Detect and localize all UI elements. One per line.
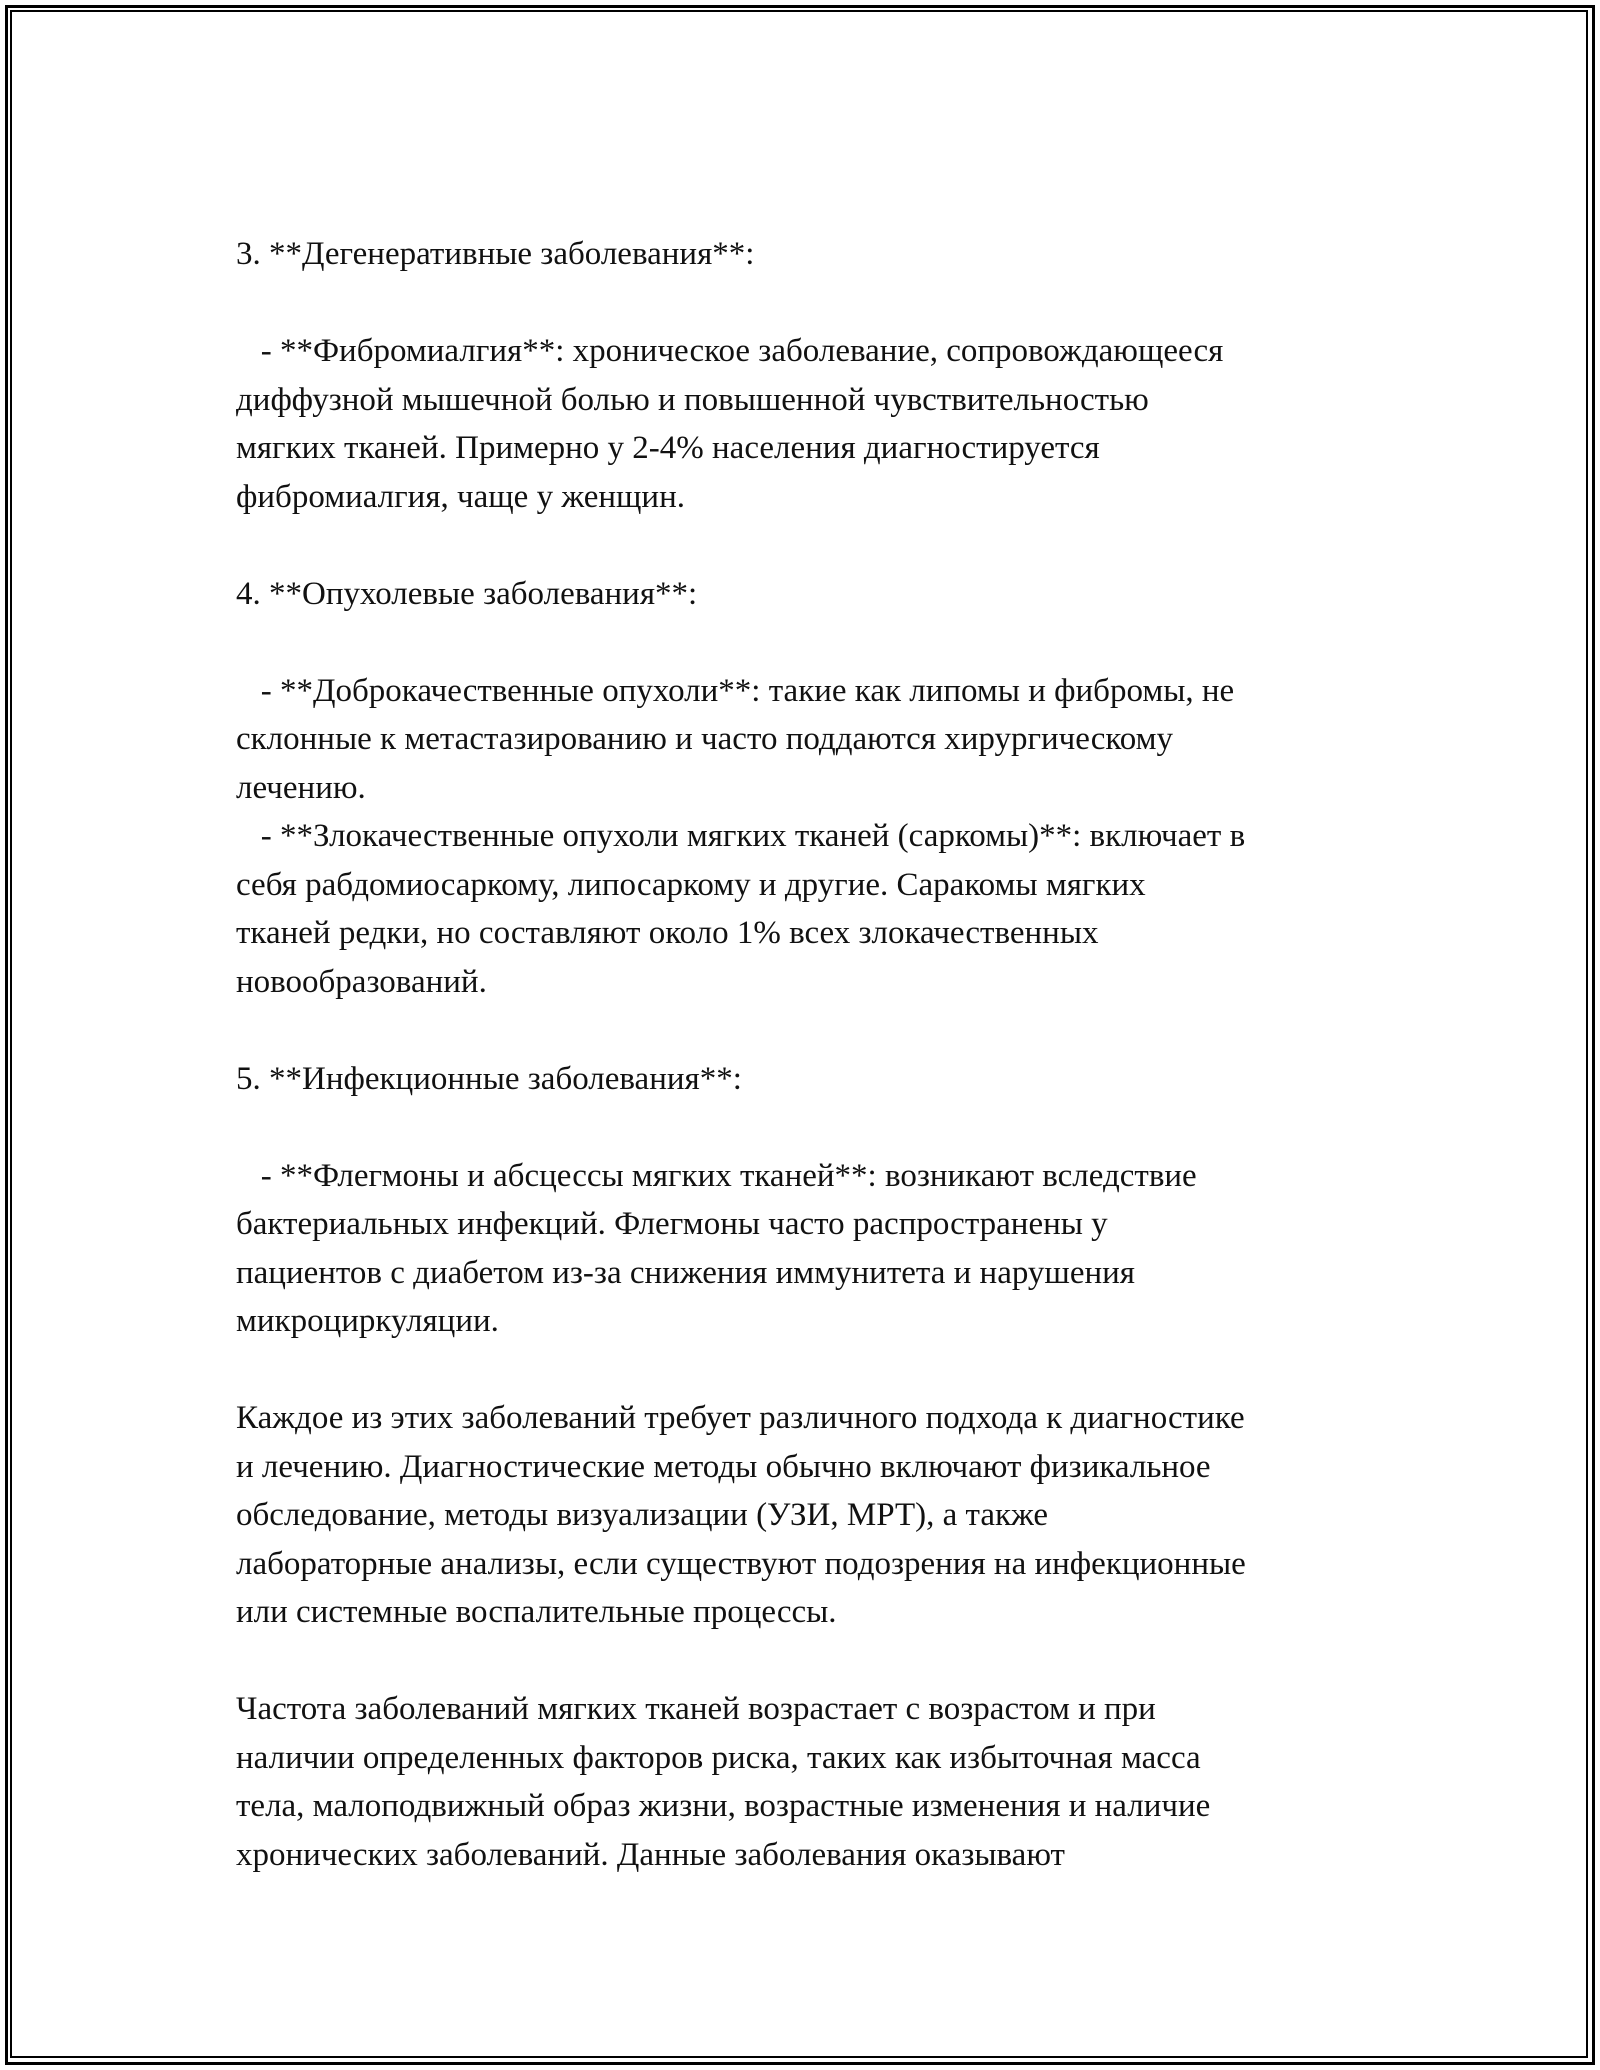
- text-line: наличии определенных факторов риска, таких как избыточная масса: [236, 1739, 1201, 1776]
- text-line: склонные к метастазированию и часто поддаются хирургическому: [236, 721, 1173, 757]
- blank-line: [236, 618, 1376, 667]
- blank-line: [236, 1637, 1376, 1686]
- text-line: - **Флегмоны и абсцессы мягких тканей**: возникают вследствие: [236, 1157, 1197, 1194]
- blank-line: [236, 279, 1376, 328]
- text-line: тела, малоподвижный образ жизни, возрастные изменения и наличие: [236, 1788, 1211, 1824]
- text-line: лечению.: [236, 769, 366, 806]
- text-line: обследование, методы визуализации (УЗИ, МРТ), а также: [236, 1497, 1049, 1533]
- text-line: - **Злокачественные опухоли мягких тканей (саркомы)**: включает в: [236, 818, 1246, 854]
- text-line: - **Доброкачественные опухоли**: такие как липомы и фибромы, не: [236, 672, 1235, 709]
- blank-line: [236, 521, 1376, 570]
- text-line: фибромиалгия, чаще у женщин.: [236, 478, 685, 515]
- text-line: тканей редки, но составляют около 1% всех злокачественных: [236, 915, 1099, 951]
- text-line: хронических заболеваний. Данные заболевания оказывают: [236, 1836, 1065, 1873]
- blank-line: [236, 1346, 1376, 1395]
- document-body: [236, 230, 1376, 1879]
- text-line: диффузной мышечной болью и повышенной чувствительностью: [236, 381, 1149, 418]
- text-line: Частота заболеваний мягких тканей возрастает с возрастом и при: [236, 1691, 1156, 1727]
- text-line: Каждое из этих заболеваний требует различного подхода к диагностике: [236, 1400, 1245, 1436]
- text-line: 5. **Инфекционные заболевания**:: [236, 1060, 742, 1097]
- text-line: - **Фибромиалгия**: хроническое заболевание, сопровождающееся: [236, 333, 1224, 369]
- text-line: пациентов с диабетом из-за снижения иммунитета и нарушения: [236, 1254, 1135, 1291]
- text-line: 4. **Опухолевые заболевания**:: [236, 575, 698, 612]
- text-line: мягких тканей. Примерно у 2-4% населения диагностируется: [236, 430, 1100, 466]
- text-line: себя рабдомиосаркому, липосаркому и другие. Саракомы мягких: [236, 866, 1146, 903]
- text-line: 3. **Дегенеративные заболевания**:: [236, 236, 755, 272]
- text-line: микроциркуляции.: [236, 1303, 499, 1339]
- text-line: бактериальных инфекций. Флегмоны часто распространены у: [236, 1206, 1108, 1242]
- text-line: лабораторные анализы, если существуют подозрения на инфекционные: [236, 1545, 1246, 1582]
- blank-line: [236, 1006, 1376, 1055]
- blank-line: [236, 1103, 1376, 1152]
- text-line: и лечению. Диагностические методы обычно включают физикальное: [236, 1448, 1211, 1485]
- text-line: или системные воспалительные процессы.: [236, 1594, 837, 1630]
- text-line: новообразований.: [236, 963, 487, 1000]
